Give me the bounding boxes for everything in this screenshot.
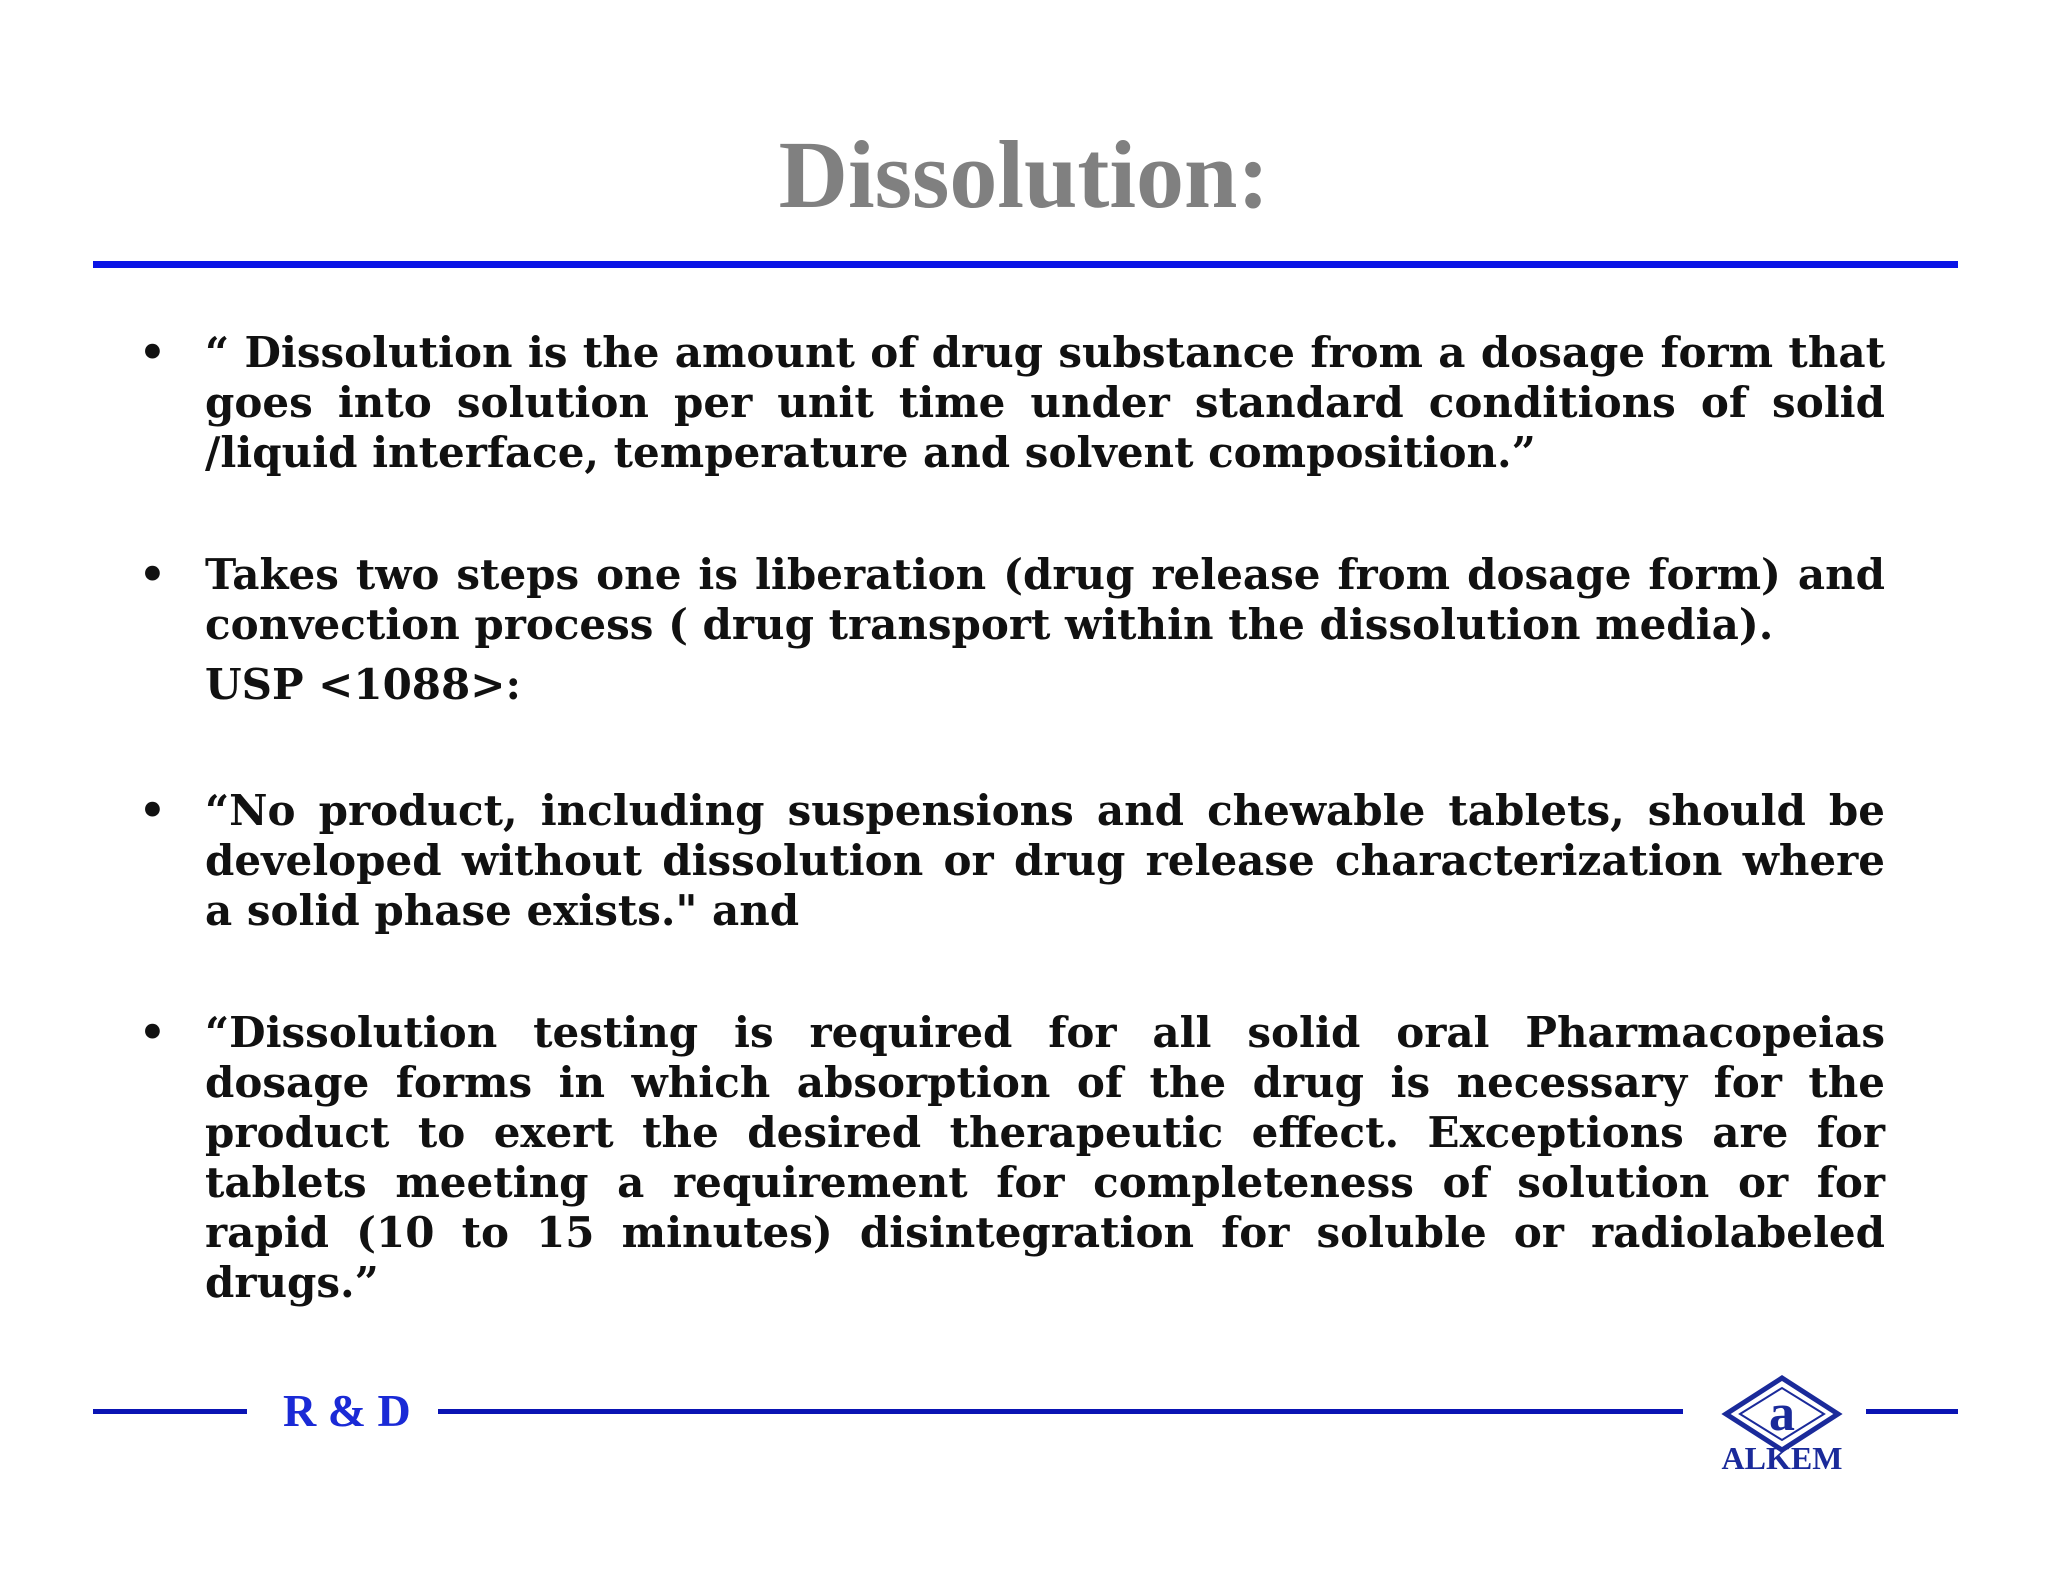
bullet-text: “No product, including suspensions and chewable tablets, should be developed without dissolution or drug release characterization where a solid phase exists." and (205, 786, 1885, 935)
footer-rule-right (1866, 1409, 1958, 1414)
bullet-marker: • (139, 550, 166, 599)
logo-letter: a (1769, 1385, 1795, 1442)
footer-department-label: R & D (283, 1385, 411, 1436)
footer-rule-left (93, 1409, 247, 1414)
slide-title: Dissolution: (778, 121, 1270, 228)
bullet-text: “ Dissolution is the amount of drug substance from a dosage form that goes into solution per unit time under standard conditions of solid /liquid interface, temperature and solvent composition.” (205, 328, 1885, 477)
logo-wordmark: ALKEM (1721, 1440, 1843, 1476)
bullet-item (139, 786, 1885, 936)
bullet-text: Takes two steps one is liberation (drug release from dosage form) and convection process ( drug transport within the dissolution media). (205, 550, 1885, 649)
bullet-marker: • (139, 328, 166, 377)
reference-subheading: USP <1088>: (205, 660, 521, 709)
bullet-item (139, 328, 1885, 478)
bullet-item (139, 550, 1885, 650)
slide-body (139, 328, 1885, 1308)
title-divider (93, 261, 1958, 268)
bullet-marker: • (139, 1008, 166, 1057)
bullet-text: “Dissolution testing is required for all solid oral Pharmacopeias dosage forms in which absorption of the drug is necessary for the product to exert the desired therapeutic effect. Exceptions are for tablets meeting a requirement for completeness of solution or for rapid (10 to 15 minutes) disintegration for soluble or radiolabeled drugs.” (205, 1008, 1885, 1307)
bullet-marker: • (139, 786, 166, 835)
footer-rule-middle (438, 1409, 1683, 1414)
bullet-item (139, 1008, 1885, 1308)
